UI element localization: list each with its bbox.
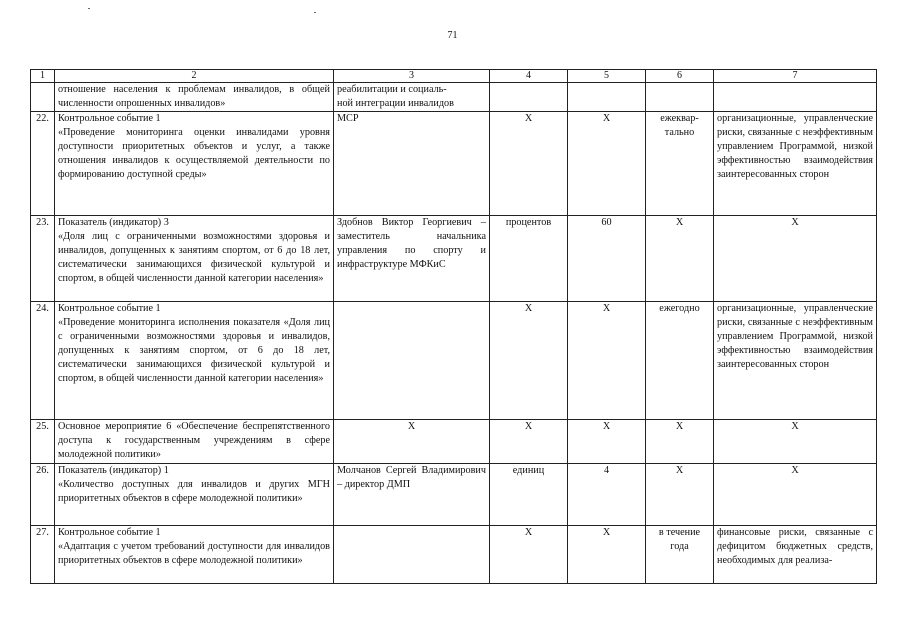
- row-unit: X: [490, 526, 568, 584]
- scan-speck: [314, 12, 316, 13]
- row-number: 22.: [31, 112, 55, 216]
- row-risks: X: [714, 420, 877, 464]
- col-header: 5: [568, 70, 646, 83]
- row-unit: X: [490, 420, 568, 464]
- row-risks: X: [714, 464, 877, 526]
- row-risks: организационные, управленческие риски, связанные с неэффективным управлением Программой, низкой эффективностью взаимодействия заинтересованных сторон: [714, 112, 877, 216]
- row-deadline: X: [646, 420, 714, 464]
- row-name: Контрольное событие 1 «Адаптация с учетом требований доступности для инвалидов приоритетных объектов в сфере молодежной политики»: [55, 526, 334, 584]
- row-value: X: [568, 420, 646, 464]
- row-deadline: ежегодно: [646, 302, 714, 420]
- row-name: отношение населения к проблемам инвалидов, в общей численности опрошенных инвалидов»: [55, 83, 334, 112]
- table-row: [31, 83, 877, 112]
- row-responsible: Здобнов Виктор Георгиевич – заместитель начальника управления по спорту и инфраструктуре МФКиС: [334, 216, 490, 302]
- row-value: X: [568, 302, 646, 420]
- col-header: 2: [55, 70, 334, 83]
- table-row: [31, 112, 877, 216]
- row-value: [568, 83, 646, 112]
- row-risks: организационные, управленческие риски, связанные с неэффективным управлением Программой, низкой эффективностью взаимодействия заинтересованных сторон: [714, 302, 877, 420]
- col-header: 7: [714, 70, 877, 83]
- row-unit: процентов: [490, 216, 568, 302]
- row-number: 26.: [31, 464, 55, 526]
- col-header: 1: [31, 70, 55, 83]
- row-responsible: Молчанов Сергей Владимирович – директор ДМП: [334, 464, 490, 526]
- col-header: 6: [646, 70, 714, 83]
- program-table: [30, 69, 877, 584]
- row-unit: X: [490, 112, 568, 216]
- row-responsible: МСР: [334, 112, 490, 216]
- row-deadline: в течение года: [646, 526, 714, 584]
- row-name: Основное мероприятие 6 «Обеспечение беспрепятственного доступа к государственным учреждениям в сфере молодежной политики»: [55, 420, 334, 464]
- table-header-row: [31, 70, 877, 83]
- row-name: Контрольное событие 1 «Проведение мониторинга исполнения показателя «Доля лиц с ограниченными возможностями здоровья и инвалидов, допущенных к занятиям спортом, от 6 до 18 лет, систематически занимающихся физической культурой и спортом, в общей численности данной категории населения»: [55, 302, 334, 420]
- row-value: X: [568, 112, 646, 216]
- row-value: X: [568, 526, 646, 584]
- row-number: 23.: [31, 216, 55, 302]
- row-responsible: X: [334, 420, 490, 464]
- row-number: 25.: [31, 420, 55, 464]
- row-value: 60: [568, 216, 646, 302]
- col-header: 4: [490, 70, 568, 83]
- page-number: 71: [447, 30, 458, 41]
- row-name: Показатель (индикатор) 3 «Доля лиц с ограниченными возможностями здоровья и инвалидов, допущенных к занятиям спортом, от 6 до 18 лет, систематически занимающихся физической культурой и спортом, в общей численности данной категории населения»: [55, 216, 334, 302]
- row-name: Контрольное событие 1 «Проведение мониторинга оценки инвалидами уровня доступности приоритетных объектов и услуг, а также отношения инвалидов к осуществляемой деятельности по формированию доступной среды»: [55, 112, 334, 216]
- col-header: 3: [334, 70, 490, 83]
- row-number: [31, 83, 55, 112]
- table-row: [31, 302, 877, 420]
- row-value: 4: [568, 464, 646, 526]
- row-risks: [714, 83, 877, 112]
- row-responsible: [334, 302, 490, 420]
- table-row: [31, 526, 877, 584]
- row-unit: X: [490, 302, 568, 420]
- row-number: 27.: [31, 526, 55, 584]
- row-unit: единиц: [490, 464, 568, 526]
- row-deadline: X: [646, 464, 714, 526]
- row-name: Показатель (индикатор) 1 «Количество доступных для инвалидов и других МГН приоритетных объектов в сфере молодежной политики»: [55, 464, 334, 526]
- row-responsible: реабилитации и социаль- ной интеграции инвалидов: [334, 83, 490, 112]
- row-deadline: ежеквар- тально: [646, 112, 714, 216]
- table-row: [31, 420, 877, 464]
- scan-speck: [88, 8, 90, 9]
- row-deadline: X: [646, 216, 714, 302]
- table-row: [31, 464, 877, 526]
- table-row: [31, 216, 877, 302]
- row-risks: X: [714, 216, 877, 302]
- row-responsible: [334, 526, 490, 584]
- row-deadline: [646, 83, 714, 112]
- row-number: 24.: [31, 302, 55, 420]
- row-unit: [490, 83, 568, 112]
- row-risks: финансовые риски, связанные с дефицитом бюджетных средств, необходимых для реализа-: [714, 526, 877, 584]
